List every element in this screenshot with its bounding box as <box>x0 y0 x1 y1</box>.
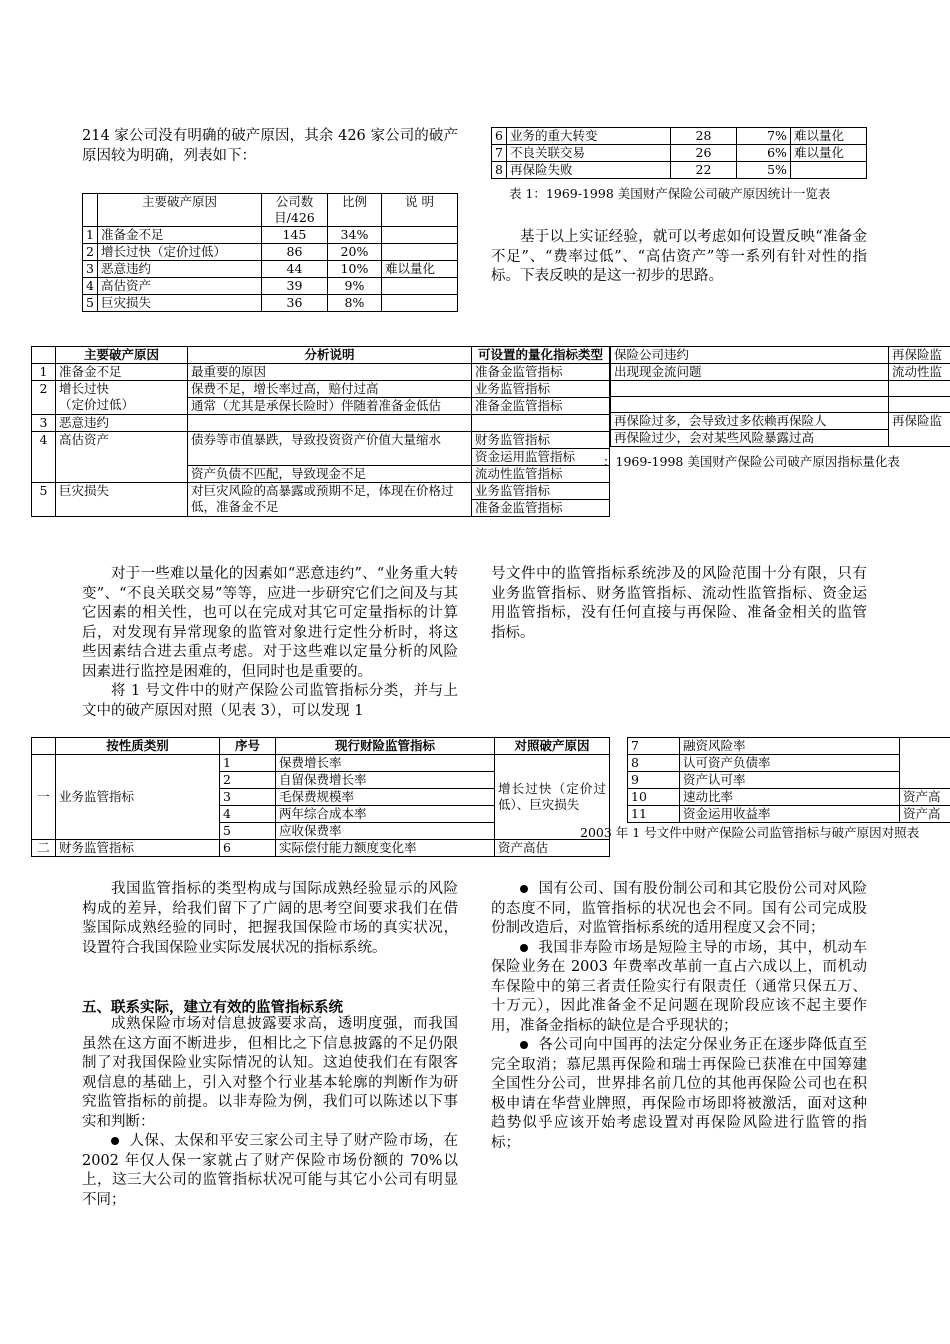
bullet-text: 各公司向中国再的法定分保业务正在逐步降低直至完全取消；慕尼黑再保险和瑞士再保险已获准在中国筹建全国性分公司，世界排名前几位的其他再保险公司也在积极申请在华营业牌照，再保险市场即将被激活，面对这种趋势似乎应该开始考虑设置对再保险风险进行监管的指标； <box>491 1037 867 1151</box>
cell-indicator: 准备金监管指标 <box>472 500 610 517</box>
cell-note: 难以量化 <box>790 128 866 145</box>
cell-analysis: 最重要的原因 <box>188 364 472 381</box>
header-cause: 主要破产原因 <box>56 347 188 364</box>
cell-indicator: 资金运用监管指标 <box>472 449 610 466</box>
cell-indicator: 准备金监管指标 <box>472 364 610 381</box>
table-row <box>83 278 458 295</box>
cell-ratio: 8% <box>327 295 381 312</box>
table-header-row <box>32 347 610 364</box>
cell-analysis <box>188 415 472 432</box>
section-heading: 五、联系实际，建立有效的监管指标系统 <box>82 999 343 1016</box>
bankruptcy-cause-table <box>82 193 458 312</box>
table-row <box>492 145 867 162</box>
cell-ratio: 34% <box>327 227 381 244</box>
table-row <box>628 738 950 755</box>
cell-count: 28 <box>670 128 736 145</box>
bullet-icon <box>520 1041 528 1049</box>
cell-indicator: 资产认可率 <box>680 772 900 789</box>
cell-note <box>381 295 457 312</box>
cell-cause: 增长过快（定价过低） <box>97 244 261 261</box>
table-row <box>611 413 950 430</box>
cell-analysis: 保费不足，增长率过高，赔付过高 <box>188 381 472 398</box>
cell-indicator: 资金运用收益率 <box>680 806 900 823</box>
cell-analysis: 再保险过少，会对某些风险暴露过高 <box>611 430 889 447</box>
cell-indicator: 认可资产负债率 <box>680 755 900 772</box>
table-header-row <box>32 738 610 755</box>
cell-cause: 恶意违约 <box>56 415 188 432</box>
paragraph-text: 号文件中的监管指标系统涉及的风险范围十分有限，只有业务监管指标、财务监管指标、流动性监管指标、资金运用监管指标，没有任何直接与再保险、准备金相关的监管指标。 <box>491 566 867 641</box>
cell-num: 8 <box>492 162 507 179</box>
cell-indicator: 流动性监管指标 <box>472 466 610 483</box>
table-row <box>83 261 458 278</box>
cell-analysis: 保险公司违约 <box>611 347 889 364</box>
cell-seq: 4 <box>220 806 276 823</box>
cell-indicator: 毛保费规模率 <box>276 789 495 806</box>
cell-indicator: 业务监管指标 <box>472 381 610 398</box>
cell-indicator: 财务监管指标 <box>472 432 610 449</box>
table-row <box>611 381 950 397</box>
cell-cause: 高估资产 <box>56 432 188 483</box>
table-header-row <box>83 194 458 227</box>
bankruptcy-cause-table-continued <box>491 127 867 179</box>
cause-line: （定价过低） <box>59 397 135 412</box>
table-row <box>83 244 458 261</box>
cell-cause: 资产高估 <box>495 840 610 857</box>
cell-num: 4 <box>83 278 98 295</box>
intro-text: 214 家公司没有明确的破产原因，其余 426 家公司的破产原因较为明确，列表如下： <box>82 128 458 164</box>
cell-analysis: 债券等市值暴跌，导致投资资产价值大量缩水 <box>188 432 472 466</box>
cell-analysis: 通常（尤其是承保长险时）伴随着准备金低估 <box>188 398 472 415</box>
table-row <box>492 128 867 145</box>
cell-num: 1 <box>32 364 56 381</box>
cell-indicator: 速动比率 <box>680 789 900 806</box>
right-bullets <box>491 880 867 1153</box>
cell-ratio: 7% <box>736 128 790 145</box>
cell-group-name: 财务监管指标 <box>56 840 220 857</box>
left-paragraph-4 <box>82 880 458 958</box>
bullet-text: 我国非寿险市场是短险主导的市场，其中，机动车保险业务在 2003 年费率改革前一直占六成以上，而机动车保险中的第三者责任险实行有限责任（通常只保五万、十万元），因此准备金不足问题在现阶段应该不起主要作用，准备金指标的缺位是合乎现状的； <box>491 939 867 1034</box>
header-note: 说 明 <box>381 194 457 227</box>
table-row <box>32 755 610 772</box>
cell-cause: 业务的重大转变 <box>506 128 670 145</box>
cell-cause: 资产高 <box>900 789 950 806</box>
cell-count: 39 <box>261 278 327 295</box>
cell-note <box>381 227 457 244</box>
intro-paragraph <box>82 127 458 166</box>
bullet-icon <box>111 1137 119 1145</box>
bullet-item <box>491 939 867 1037</box>
cell-num: 2 <box>83 244 98 261</box>
table-row <box>32 415 610 432</box>
regulatory-indicator-table <box>31 737 610 857</box>
bullet-icon <box>520 885 528 893</box>
cell-indicator: 实际偿付能力额度变化率 <box>276 840 495 857</box>
left-paragraph-2 <box>82 565 458 721</box>
cell-analysis: 再保险过多，会导致过多依赖再保险人 <box>611 413 889 430</box>
cell-note <box>381 278 457 295</box>
regulatory-indicator-table-continued <box>627 737 950 823</box>
cell-cause <box>56 381 188 415</box>
bullet-item <box>491 1036 867 1153</box>
cell-count: 145 <box>261 227 327 244</box>
table-row <box>32 364 610 381</box>
cell-ratio: 10% <box>327 261 381 278</box>
table-row <box>32 432 610 449</box>
cell-ratio: 9% <box>327 278 381 295</box>
cell-count: 22 <box>670 162 736 179</box>
cell-indicator: 应收保费率 <box>276 823 495 840</box>
cell-cause: 恶意违约 <box>97 261 261 278</box>
cell-ratio: 6% <box>736 145 790 162</box>
table-row <box>32 483 610 500</box>
cell-cause: 准备金不足 <box>97 227 261 244</box>
cell-note <box>381 244 457 261</box>
cell-num: 2 <box>32 381 56 415</box>
cell-seq: 8 <box>628 755 680 772</box>
cell-empty <box>900 738 950 789</box>
cell-count: 86 <box>261 244 327 261</box>
cell-cause: 不良关联交易 <box>506 145 670 162</box>
cell-cause: 准备金不足 <box>56 364 188 381</box>
cell-group-name: 业务监管指标 <box>56 755 220 840</box>
cell-seq: 3 <box>220 789 276 806</box>
cell-group-num: 一 <box>32 755 56 840</box>
cell-cause: 资产高 <box>900 806 950 823</box>
header-ratio: 比例 <box>327 194 381 227</box>
paragraph-text: 我国监管指标的类型构成与国际成熟经验显示的风险构成的差异，给我们留下了广阔的思考空间要求我们在借鉴国际成熟经验的同时，把握我国保险市场的真实状况，设置符合我国保险业实际发展状况的指标系统。 <box>82 881 458 956</box>
bullet-icon <box>520 944 528 952</box>
header-indicator-type: 可设置的量化指标类型 <box>472 347 610 364</box>
cell-indicator: 自留保费增长率 <box>276 772 495 789</box>
table2-caption: ：1969-1998 美国财产保险公司破产原因指标量化表 <box>603 454 900 469</box>
cell-seq: 11 <box>628 806 680 823</box>
cell-empty <box>611 397 889 413</box>
cell-indicator: 再保险监 <box>889 413 950 447</box>
table-row <box>492 162 867 179</box>
table-row <box>628 789 950 806</box>
cell-num: 5 <box>83 295 98 312</box>
table3-caption: 2003 年 1 号文件中财产保险公司监管指标与破产原因对照表 <box>580 825 920 840</box>
cell-count: 26 <box>670 145 736 162</box>
cell-note: 难以量化 <box>381 261 457 278</box>
cell-num: 3 <box>83 261 98 278</box>
cell-ratio: 5% <box>736 162 790 179</box>
cell-empty <box>611 381 889 397</box>
bullet-text: 国有公司、国有股份制公司和其它股份公司对风险的态度不同，监管指标的状况也会不同。国有公司完成股份制改造后，对监管指标系统的适用程度又会不同； <box>491 881 867 936</box>
cell-cause: 再保险失败 <box>506 162 670 179</box>
cell-indicator: 两年综合成本率 <box>276 806 495 823</box>
cause-indicator-table <box>31 346 610 517</box>
cell-empty <box>889 381 950 397</box>
cause-line: 增长过快 <box>59 381 110 396</box>
cell-seq: 7 <box>628 738 680 755</box>
cell-indicator <box>472 415 610 432</box>
cell-indicator: 业务监管指标 <box>472 483 610 500</box>
cell-empty <box>889 397 950 413</box>
cell-analysis: 资产负债不匹配，导致现金不足 <box>188 466 472 483</box>
table-row <box>32 381 610 398</box>
cell-indicator: 再保险监 <box>889 347 950 364</box>
paragraph-text: 基于以上实证经验，就可以考虑如何设置反映“准备金不足”、“费率过低”、“高估资产”等一系列有针对性的指标。下表反映的是这一初步的思路。 <box>491 229 867 284</box>
paragraph-text: 将 1 号文件中的财产保险公司监管指标分类，并与上文中的破产原因对照（见表 3），可以发现 1 <box>82 683 458 719</box>
cell-cause: 巨灾损失 <box>97 295 261 312</box>
table-row <box>611 347 950 364</box>
paragraph-text: 成熟保险市场对信息披露要求高，透明度强，而我国虽然在这方面不断进步，但相比之下信息披露的不足仍限制了对我国保险业实际情况的认知。这迫使我们在有限客观信息的基础上，引入对整个行业基本轮廓的判断作为研究监管指标的前提。以非寿险为例，我们可以陈述以下事实和判断： <box>82 1016 458 1130</box>
cell-num: 7 <box>492 145 507 162</box>
cell-analysis: 出现现金流问题 <box>611 364 889 381</box>
header-analysis: 分析说明 <box>188 347 472 364</box>
right-paragraph-2 <box>491 565 867 643</box>
cell-num: 1 <box>83 227 98 244</box>
bullet-text: 人保、太保和平安三家公司主导了财产险市场，在 2002 年仅人保一家就占了财产保险市场份额的 70%以上，这三大公司的监管指标状况可能与其它小公司有明显不同； <box>82 1133 458 1208</box>
cell-cause: 增长过快（定价过低）、巨灾损失 <box>495 755 610 840</box>
header-category: 按性质类别 <box>56 738 220 755</box>
bullet-item <box>491 880 867 939</box>
table-row <box>611 364 950 381</box>
header-indicator: 现行财险监管指标 <box>276 738 495 755</box>
paragraph-text: 对于一些难以量化的因素如“恶意违约”、“业务重大转变”、“不良关联交易”等等，应进一步研究它们之间及与其它因素的相关性，也可以在完成对其它可定量指标的计算后，对发现有异常现象的监管对象进行定性分析时，将这些因素结合进去重点考虑。对于这些难以定量分析的风险因素进行监控是困难的，但同时也是重要的。 <box>82 566 458 680</box>
table-row <box>83 295 458 312</box>
cell-num: 4 <box>32 432 56 483</box>
header-cause: 主要破产原因 <box>97 194 261 227</box>
cell-cause: 高估资产 <box>97 278 261 295</box>
cell-ratio: 20% <box>327 244 381 261</box>
right-paragraph-1 <box>491 228 867 287</box>
cell-num: 6 <box>492 128 507 145</box>
table1-caption: 表 1：1969-1998 美国财产保险公司破产原因统计一览表 <box>509 186 831 201</box>
cell-seq: 1 <box>220 755 276 772</box>
cell-seq: 5 <box>220 823 276 840</box>
cell-count: 36 <box>261 295 327 312</box>
header-seq: 序号 <box>220 738 276 755</box>
cell-indicator: 融资风险率 <box>680 738 900 755</box>
table-row <box>611 397 950 413</box>
header-count: 公司数目/426 <box>261 194 327 227</box>
cell-seq: 9 <box>628 772 680 789</box>
cell-seq: 6 <box>220 840 276 857</box>
cell-indicator: 流动性监 <box>889 364 950 381</box>
cell-cause: 巨灾损失 <box>56 483 188 517</box>
table-row <box>32 840 610 857</box>
left-paragraph-5 <box>82 1015 458 1210</box>
bullet-item <box>82 1132 458 1210</box>
cell-indicator: 保费增长率 <box>276 755 495 772</box>
cause-indicator-table-continued <box>610 346 950 447</box>
cell-note <box>790 162 866 179</box>
table-row <box>83 227 458 244</box>
cell-count: 44 <box>261 261 327 278</box>
cell-seq: 2 <box>220 772 276 789</box>
cell-analysis: 对巨灾风险的高暴露或预期不足，体现在价格过低，准备金不足 <box>188 483 472 517</box>
header-cause: 对照破产原因 <box>495 738 610 755</box>
cell-num: 5 <box>32 483 56 517</box>
cell-note: 难以量化 <box>790 145 866 162</box>
cell-seq: 10 <box>628 789 680 806</box>
cell-group-num: 二 <box>32 840 56 857</box>
cell-num: 3 <box>32 415 56 432</box>
cell-indicator: 准备金监管指标 <box>472 398 610 415</box>
table-row <box>628 806 950 823</box>
